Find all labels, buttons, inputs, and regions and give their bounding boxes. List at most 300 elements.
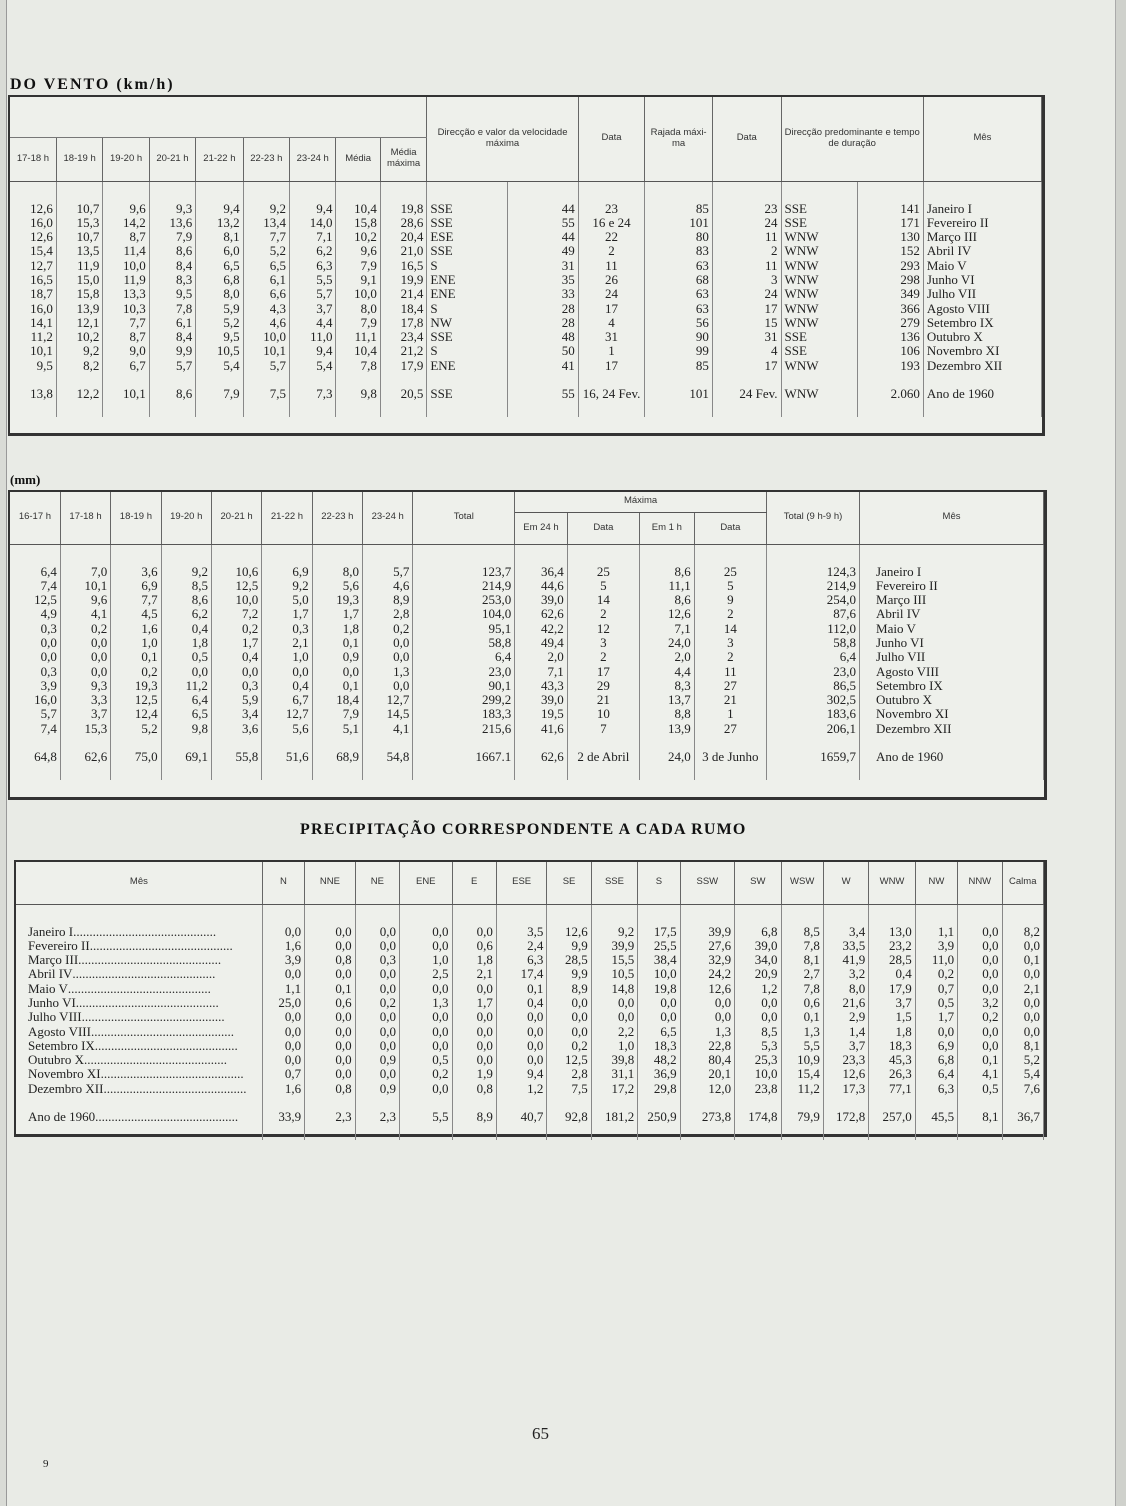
leader-dots: ............................................ — [90, 1024, 234, 1039]
table-cell: 41 — [508, 359, 579, 373]
table-cell: 5,7 — [10, 707, 60, 721]
wind-header-col: 23-24 h — [290, 137, 336, 181]
table-cell: 31,1 — [591, 1067, 637, 1081]
table-cell: 24 — [578, 287, 645, 301]
total-cell: 62,6 — [60, 750, 110, 764]
table-cell: 13,0 — [869, 925, 915, 939]
table-cell: 0,0 — [355, 1025, 399, 1039]
table-cell: 13,9 — [639, 722, 694, 736]
table-cell: 0,0 — [400, 982, 452, 996]
table-cell: 7,7 — [243, 230, 289, 244]
table-cell: 9,8 — [161, 722, 211, 736]
table-cell: 4,1 — [363, 722, 413, 736]
table-cell: 4,6 — [363, 579, 413, 593]
table-cell: 1,3 — [680, 1025, 735, 1039]
table-cell: 0,0 — [958, 925, 1002, 939]
table-cell: 0,0 — [547, 996, 591, 1010]
table-row — [16, 967, 1044, 981]
total-cell: 20,5 — [380, 387, 427, 401]
table-cell: 0,7 — [262, 1067, 304, 1081]
table-cell: 8,6 — [639, 593, 694, 607]
table-cell: 21,0 — [380, 244, 427, 258]
rain-header-col: 18-19 h — [111, 492, 161, 544]
table-cell: 28 — [508, 302, 579, 316]
table-cell: WNW — [781, 273, 858, 287]
table-cell: 6,1 — [149, 316, 195, 330]
table-cell: 6,9 — [262, 565, 312, 579]
month-cell — [16, 939, 262, 953]
table-row — [16, 953, 1044, 967]
table-cell: 4,4 — [639, 665, 694, 679]
table-row — [16, 1010, 1044, 1024]
table-cell: 10,5 — [591, 967, 637, 981]
table-cell: 9,3 — [149, 202, 195, 216]
table-cell: 8,1 — [1002, 1039, 1043, 1053]
table-row — [10, 579, 1044, 593]
table-cell: 1,3 — [363, 665, 413, 679]
table-cell: 293 — [858, 259, 924, 273]
table-cell: 0,0 — [363, 636, 413, 650]
table-row — [16, 1053, 1044, 1067]
table-cell: Dezembro XII — [860, 722, 1044, 736]
table-cell: SSE — [781, 202, 858, 216]
leader-dots: ............................................ — [72, 967, 216, 982]
table-cell: 5,7 — [243, 359, 289, 373]
table-cell: 6,3 — [290, 259, 336, 273]
table-cell: 9,5 — [149, 287, 195, 301]
table-cell: 20,4 — [380, 230, 427, 244]
table-cell: 5,7 — [149, 359, 195, 373]
table-cell: 7,8 — [781, 982, 823, 996]
table-cell: 0,0 — [305, 1067, 355, 1081]
total-cell: 101 — [645, 387, 713, 401]
table-cell: 0,0 — [305, 1039, 355, 1053]
leader-dots: ............................................ — [100, 1067, 244, 1082]
month-label: Maio V — [28, 981, 68, 996]
table-cell: 0,0 — [547, 1025, 591, 1039]
table-cell: 63 — [645, 287, 713, 301]
table-cell: 4,1 — [958, 1067, 1002, 1081]
table-cell: 3,9 — [10, 679, 60, 693]
table-cell: 141 — [858, 202, 924, 216]
spacer-row — [10, 401, 1042, 417]
table-cell: 16,0 — [10, 216, 56, 230]
table-cell: 62,6 — [515, 607, 568, 621]
table-cell: 19,9 — [380, 273, 427, 287]
table-cell: 23,3 — [823, 1053, 868, 1067]
rain-table — [8, 490, 1047, 800]
table-cell: 1,7 — [262, 607, 312, 621]
table-row — [10, 216, 1042, 230]
table-cell: 130 — [858, 230, 924, 244]
rain-header-col: 21-22 h — [262, 492, 312, 544]
table-cell: 8,6 — [639, 565, 694, 579]
table-cell: 15 — [712, 316, 781, 330]
table-cell: 2,0 — [515, 650, 568, 664]
wind-section-title: DO VENTO (km/h) — [10, 76, 175, 93]
table-cell: 0,0 — [735, 1010, 781, 1024]
table-cell: 0,2 — [400, 1067, 452, 1081]
total-cell: WNW — [781, 387, 858, 401]
table-cell: 9,5 — [10, 359, 56, 373]
precip-header-col: SW — [735, 862, 781, 904]
table-cell: 12,5 — [10, 593, 60, 607]
table-cell: 0,0 — [452, 1010, 496, 1024]
table-cell: 2,5 — [400, 967, 452, 981]
table-cell: Maio V — [923, 259, 1041, 273]
table-cell: 0,2 — [355, 996, 399, 1010]
table-cell: 3,7 — [823, 1039, 868, 1053]
table-cell: Setembro IX — [923, 316, 1041, 330]
table-cell: 0,0 — [60, 636, 110, 650]
table-row — [10, 693, 1044, 707]
table-cell: 11,9 — [56, 259, 102, 273]
table-cell: 10,2 — [336, 230, 380, 244]
table-cell: 0,3 — [10, 622, 60, 636]
total-cell: 24,0 — [639, 750, 694, 764]
table-cell: 0,6 — [452, 939, 496, 953]
table-cell: 1,2 — [496, 1082, 546, 1096]
table-cell: 6,6 — [243, 287, 289, 301]
footer-mark: 9 — [43, 1458, 49, 1470]
table-cell: 0,9 — [355, 1053, 399, 1067]
table-cell: 299,2 — [413, 693, 515, 707]
total-row — [16, 1110, 1044, 1124]
table-cell: Agosto VIII — [923, 302, 1041, 316]
total-cell: 2.060 — [858, 387, 924, 401]
table-cell: 13,4 — [243, 216, 289, 230]
table-cell: 28,6 — [380, 216, 427, 230]
table-cell: 0,1 — [312, 636, 362, 650]
wind-header-col: 17-18 h — [10, 137, 56, 181]
total-cell: 69,1 — [161, 750, 211, 764]
table-cell: 1 — [578, 344, 645, 358]
table-cell: 0,0 — [355, 1039, 399, 1053]
total-cell: 3 de Junho — [694, 750, 766, 764]
total-cell: 5,5 — [400, 1110, 452, 1124]
leader-dots: ............................................ — [81, 1010, 225, 1025]
table-cell: 8,0 — [336, 302, 380, 316]
table-cell: NW — [427, 316, 508, 330]
table-cell: 0,0 — [355, 967, 399, 981]
table-cell: 4,9 — [10, 607, 60, 621]
table-cell: 2,7 — [781, 967, 823, 981]
table-cell: 0,0 — [363, 650, 413, 664]
table-cell: 12,6 — [10, 202, 56, 216]
table-cell: Junho VI — [923, 273, 1041, 287]
table-cell: 0,5 — [400, 1053, 452, 1067]
month-label: Julho VIII — [28, 1010, 82, 1025]
table-cell: 25,5 — [638, 939, 680, 953]
table-cell: 21,6 — [823, 996, 868, 1010]
total-cell: Ano de 1960 — [923, 387, 1041, 401]
table-cell: 7,5 — [547, 1082, 591, 1096]
table-cell: 19,5 — [515, 707, 568, 721]
table-cell: 11,2 — [161, 679, 211, 693]
table-cell: 124,3 — [766, 565, 859, 579]
table-cell: 26,3 — [869, 1067, 915, 1081]
table-row — [10, 565, 1044, 579]
table-cell: 9,9 — [547, 939, 591, 953]
table-cell: 6,8 — [735, 925, 781, 939]
total-cell: 55,8 — [211, 750, 261, 764]
wind-header-maxdir: Direcção e valor da velocidade máxima — [427, 97, 578, 181]
table-cell: 0,0 — [452, 982, 496, 996]
total-cell: 16, 24 Fev. — [578, 387, 645, 401]
total-cell: 24 Fev. — [712, 387, 781, 401]
table-cell: 1,0 — [111, 636, 161, 650]
table-cell: 10 — [567, 707, 639, 721]
table-row — [16, 1025, 1044, 1039]
precip-header-col: NW — [915, 862, 957, 904]
table-cell: 24,2 — [680, 967, 735, 981]
table-cell: ESE — [427, 230, 508, 244]
table-row — [10, 302, 1042, 316]
table-cell: 0,0 — [1002, 996, 1043, 1010]
table-cell: 4,3 — [243, 302, 289, 316]
table-cell: WNW — [781, 359, 858, 373]
table-cell: Novembro XI — [860, 707, 1044, 721]
total-cell: SSE — [427, 387, 508, 401]
total-cell: 54,8 — [363, 750, 413, 764]
table-cell: 8,6 — [149, 244, 195, 258]
total-cell: 7,9 — [196, 387, 243, 401]
table-cell: 16,5 — [380, 259, 427, 273]
table-cell: 1,7 — [452, 996, 496, 1010]
table-cell: 4,6 — [243, 316, 289, 330]
table-row — [10, 202, 1042, 216]
table-cell: 25,3 — [735, 1053, 781, 1067]
table-cell: 5,7 — [290, 287, 336, 301]
table-row — [10, 650, 1044, 664]
table-cell: 11 — [578, 259, 645, 273]
month-label: Janeiro I — [28, 924, 74, 939]
table-row — [10, 244, 1042, 258]
table-cell: 15,5 — [591, 953, 637, 967]
table-cell: 6,4 — [915, 1067, 957, 1081]
table-cell: 0,2 — [547, 1039, 591, 1053]
table-cell: 12,6 — [639, 607, 694, 621]
month-cell — [16, 1067, 262, 1081]
table-cell: 11,2 — [781, 1082, 823, 1096]
table-cell: 38,4 — [638, 953, 680, 967]
table-cell: 10,1 — [60, 579, 110, 593]
table-cell: 0,0 — [400, 1025, 452, 1039]
month-label: Abril IV — [28, 967, 73, 982]
table-row — [10, 636, 1044, 650]
table-cell: 9,9 — [547, 967, 591, 981]
table-cell: 101 — [645, 216, 713, 230]
table-cell: 12,7 — [10, 259, 56, 273]
table-row — [10, 665, 1044, 679]
table-cell: 0,0 — [355, 1067, 399, 1081]
rain-header-24h: Em 24 h — [515, 512, 568, 544]
table-cell: 0,0 — [400, 1039, 452, 1053]
table-cell: 10,1 — [10, 344, 56, 358]
table-cell: 6,3 — [915, 1082, 957, 1096]
month-label: Agosto VIII — [28, 1024, 91, 1039]
precip-header-col: ESE — [496, 862, 546, 904]
table-cell: 23,8 — [735, 1082, 781, 1096]
table-cell: 8,2 — [1002, 925, 1043, 939]
table-cell: 254,0 — [766, 593, 859, 607]
table-cell: 3 — [567, 636, 639, 650]
table-cell: SSE — [427, 216, 508, 230]
precip-header-col: S — [638, 862, 680, 904]
table-cell: 7,8 — [781, 939, 823, 953]
table-cell: 0,0 — [958, 967, 1002, 981]
table-cell: 0,1 — [111, 650, 161, 664]
table-cell: 7,1 — [290, 230, 336, 244]
month-label: Outubro X — [28, 1053, 84, 1068]
table-cell: 0,6 — [305, 996, 355, 1010]
rain-header-data2: Data — [694, 512, 766, 544]
table-cell: 44,6 — [515, 579, 568, 593]
table-cell: 1,8 — [452, 953, 496, 967]
leader-dots: ............................................ — [95, 1110, 239, 1125]
table-cell: 0,0 — [10, 636, 60, 650]
wind-header-col: Média máxima — [380, 137, 427, 181]
table-row — [10, 273, 1042, 287]
table-cell: SSE — [427, 330, 508, 344]
month-cell — [16, 1082, 262, 1096]
table-row — [16, 996, 1044, 1010]
table-cell: 5 — [567, 579, 639, 593]
table-cell: 17 — [712, 302, 781, 316]
table-cell: 0,0 — [400, 939, 452, 953]
table-cell: 18,4 — [312, 693, 362, 707]
table-cell: 0,0 — [262, 1010, 304, 1024]
table-cell: 7,1 — [515, 665, 568, 679]
table-cell: 39,0 — [515, 593, 568, 607]
table-cell: Junho VI — [860, 636, 1044, 650]
table-cell: 7,4 — [10, 579, 60, 593]
table-row — [10, 344, 1042, 358]
table-cell: 25 — [567, 565, 639, 579]
table-cell: 15,0 — [56, 273, 102, 287]
table-cell: 214,9 — [413, 579, 515, 593]
total-cell: 36,7 — [1002, 1110, 1043, 1124]
table-cell: 6,4 — [766, 650, 859, 664]
table-cell: 9,4 — [290, 344, 336, 358]
table-cell: 21 — [694, 693, 766, 707]
table-cell: 11 — [712, 259, 781, 273]
table-cell: 21,2 — [380, 344, 427, 358]
table-cell: 0,0 — [305, 967, 355, 981]
table-cell: 11,2 — [10, 330, 56, 344]
table-cell: 0,0 — [312, 665, 362, 679]
table-cell: 0,8 — [305, 953, 355, 967]
table-cell: 1,9 — [452, 1067, 496, 1081]
table-cell: 3,7 — [869, 996, 915, 1010]
table-cell: 0,7 — [915, 982, 957, 996]
month-cell — [16, 982, 262, 996]
table-cell: 31 — [578, 330, 645, 344]
precip-header-col: NNW — [958, 862, 1002, 904]
table-cell: 36,4 — [515, 565, 568, 579]
rain-header-total: Total — [413, 492, 515, 544]
table-cell: 3 — [712, 273, 781, 287]
table-cell: 2 — [712, 244, 781, 258]
table-cell: 9,4 — [196, 202, 243, 216]
spacer-row — [16, 1124, 1044, 1140]
table-row — [10, 287, 1042, 301]
table-cell: 19,8 — [380, 202, 427, 216]
table-cell: 6,5 — [243, 259, 289, 273]
table-cell: 2,1 — [452, 967, 496, 981]
table-row — [16, 982, 1044, 996]
table-cell: 366 — [858, 302, 924, 316]
table-cell: 3,6 — [111, 565, 161, 579]
table-cell: 24 — [712, 216, 781, 230]
table-cell: 11,4 — [103, 244, 149, 258]
table-cell: 10,3 — [103, 302, 149, 316]
table-cell: 48 — [508, 330, 579, 344]
total-cell: 51,6 — [262, 750, 312, 764]
table-cell: 7,8 — [336, 359, 380, 373]
table-cell: 33 — [508, 287, 579, 301]
table-cell: 11,1 — [639, 579, 694, 593]
table-row — [10, 722, 1044, 736]
table-cell: 3,5 — [496, 925, 546, 939]
rain-header-col: 23-24 h — [363, 492, 413, 544]
month-label: Março III — [28, 953, 79, 968]
table-cell: 0,5 — [958, 1082, 1002, 1096]
table-cell: 85 — [645, 359, 713, 373]
total-cell: 64,8 — [10, 750, 60, 764]
table-cell: 12,6 — [10, 230, 56, 244]
table-cell: 17,9 — [380, 359, 427, 373]
table-cell: 2,8 — [363, 607, 413, 621]
table-cell: 27 — [694, 679, 766, 693]
table-cell: 0,0 — [958, 1025, 1002, 1039]
table-cell: 0,0 — [262, 665, 312, 679]
table-cell: 19,3 — [312, 593, 362, 607]
table-cell: 4,4 — [290, 316, 336, 330]
table-cell: 10,0 — [211, 593, 261, 607]
table-cell: 2 — [694, 650, 766, 664]
table-cell: SSE — [781, 216, 858, 230]
spacer-row — [10, 181, 1042, 202]
table-cell: 6,0 — [196, 244, 243, 258]
table-cell: 8,0 — [312, 565, 362, 579]
table-cell: 0,0 — [452, 1025, 496, 1039]
table-cell: 0,0 — [735, 996, 781, 1010]
table-cell: ENE — [427, 359, 508, 373]
table-cell: 2,8 — [547, 1067, 591, 1081]
table-cell: 12,7 — [363, 693, 413, 707]
table-cell: 253,0 — [413, 593, 515, 607]
table-cell: 12,4 — [111, 707, 161, 721]
table-cell: 1,1 — [915, 925, 957, 939]
table-cell: 6,4 — [161, 693, 211, 707]
wind-header-data1: Data — [578, 97, 645, 181]
rain-header-data1: Data — [567, 512, 639, 544]
table-cell: 6,9 — [915, 1039, 957, 1053]
table-cell: 6,9 — [111, 579, 161, 593]
table-cell: 6,8 — [915, 1053, 957, 1067]
table-cell: 12,5 — [211, 579, 261, 593]
table-cell: 6,7 — [103, 359, 149, 373]
table-cell: 2 — [694, 607, 766, 621]
table-cell: 24 — [712, 287, 781, 301]
leader-dots: ............................................ — [83, 1053, 227, 1068]
table-cell: 193 — [858, 359, 924, 373]
table-cell: 9,6 — [103, 202, 149, 216]
table-cell: 10,9 — [781, 1053, 823, 1067]
spacer-row — [16, 904, 1044, 925]
table-cell: 9,3 — [60, 679, 110, 693]
